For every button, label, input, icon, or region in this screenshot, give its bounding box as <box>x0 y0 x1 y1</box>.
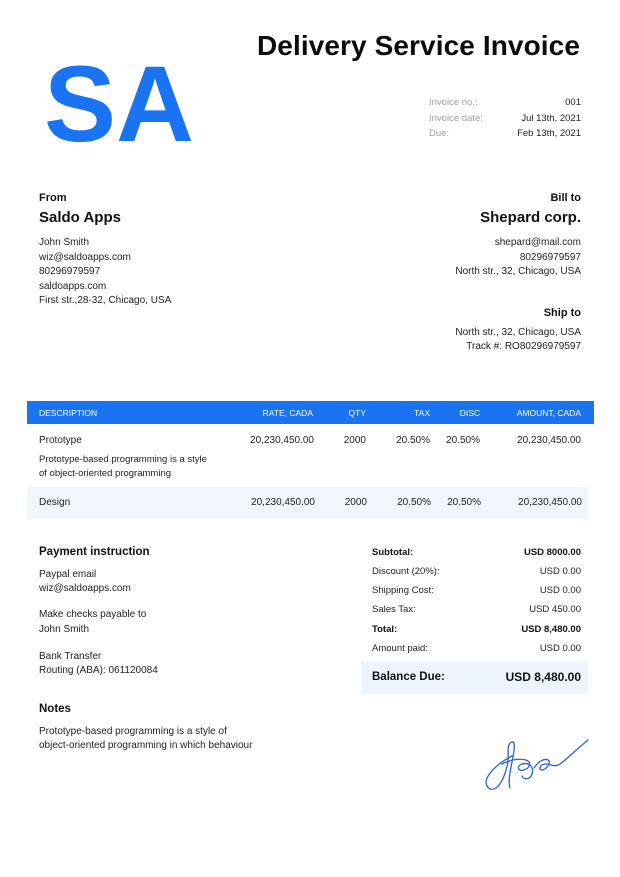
column-header-rate: RATE, CADA <box>262 408 313 418</box>
row-detail-line-1: Prototype-based programming is a style <box>39 454 207 465</box>
bill-to-phone: 80296979597 <box>519 252 581 263</box>
invoice-date-label: Invoice date: <box>429 113 483 124</box>
column-header-tax: TAX <box>414 408 430 418</box>
row-qty: 2000 <box>343 435 366 446</box>
total-label: Total: <box>372 624 398 635</box>
invoice-number-row <box>429 97 581 111</box>
balance-due-label: Balance Due: <box>372 671 445 683</box>
bill-to-address: North str., 32, Chicago, USA <box>455 266 581 277</box>
payment-checks-label: Make checks payable to <box>39 609 147 620</box>
from-website: saldoapps.com <box>39 281 107 292</box>
row-rate: 20,230,450.00 <box>251 497 315 508</box>
column-header-description: DESCRIPTION <box>39 408 98 418</box>
notes-line-2: object-oriented programming in which behaviour <box>39 740 253 751</box>
balance-due-value: USD 8,480.00 <box>505 670 581 684</box>
invoice-title: Delivery Service Invoice <box>256 30 580 61</box>
payment-checks-payee: John Smith <box>39 624 90 635</box>
notes-line-1: Prototype-based programming is a style of <box>39 726 227 737</box>
company-logo <box>44 43 195 164</box>
from-email: wiz@saldoapps.com <box>39 252 131 263</box>
sales-tax-value: USD 450.00 <box>529 604 581 615</box>
signature <box>482 734 592 796</box>
due-date-label: Due: <box>429 128 450 139</box>
row-amount: 20,230,450.00 <box>518 497 582 508</box>
column-header-amount: AMOUNT, CADA <box>516 408 581 418</box>
from-contact-name: John Smith <box>39 237 90 248</box>
bill-to-email: shepard@mail.com <box>494 237 581 248</box>
row-tax: 20.50% <box>396 435 430 446</box>
amount-paid-value: USD 0.00 <box>539 643 581 654</box>
invoice-date-row <box>429 113 581 127</box>
subtotal-value: USD 8000.00 <box>523 547 581 558</box>
subtotal-label: Subtotal: <box>372 547 414 558</box>
total-value: USD 8,480.00 <box>521 624 581 635</box>
payment-paypal-email: wiz@saldoapps.com <box>39 583 131 594</box>
ship-to-tracking: Track #: RO80296979597 <box>466 341 581 352</box>
ship-to-address: North str., 32, Chicago, USA <box>455 327 581 338</box>
row-amount: 20,230,450.00 <box>517 435 581 446</box>
from-company-name: Saldo Apps <box>39 209 121 226</box>
bill-to-company-name: Shepard corp. <box>480 209 581 226</box>
from-heading: From <box>39 192 67 204</box>
from-address: First str.,28-32, Chicago, USA <box>39 295 172 306</box>
shipping-label: Shipping Cost: <box>372 585 434 596</box>
amount-paid-label: Amount paid: <box>372 643 428 654</box>
invoice-number-value: 001 <box>565 97 581 108</box>
from-phone: 80296979597 <box>39 266 101 277</box>
payment-bank-label: Bank Transfer <box>39 651 102 662</box>
row-qty: 2000 <box>344 497 367 508</box>
invoice-number-label: Invoice no.: <box>429 97 478 108</box>
discount-label: Discount (20%): <box>372 566 440 577</box>
shipping-value: USD 0.00 <box>539 585 581 596</box>
row-rate: 20,230,450.00 <box>250 435 314 446</box>
notes-heading: Notes <box>39 703 71 715</box>
bill-to-heading: Bill to <box>550 192 581 204</box>
ship-to-heading: Ship to <box>543 307 581 319</box>
row-description: Prototype <box>39 435 82 446</box>
row-disc: 20.50% <box>446 435 480 446</box>
due-date-row <box>429 128 581 142</box>
row-description: Design <box>39 497 71 508</box>
row-tax: 20.50% <box>397 497 431 508</box>
discount-value: USD 0.00 <box>539 566 581 577</box>
logo-letters: SA <box>44 43 195 164</box>
due-date-value: Feb 13th, 2021 <box>517 128 581 139</box>
column-header-qty: QTY <box>348 408 366 418</box>
table-row <box>27 487 588 519</box>
row-detail-line-2: of object-oriented programming <box>39 468 172 479</box>
payment-heading: Payment instruction <box>39 546 150 558</box>
invoice-date-value: Jul 13th, 2021 <box>521 113 581 124</box>
sales-tax-label: Sales Tax: <box>372 604 416 615</box>
row-disc: 20.50% <box>447 497 481 508</box>
table-header <box>27 401 594 424</box>
payment-routing-number: Routing (ABA): 061120084 <box>39 665 158 676</box>
column-header-disc: DISC <box>459 408 480 418</box>
payment-method-label: Paypal email <box>39 569 97 580</box>
